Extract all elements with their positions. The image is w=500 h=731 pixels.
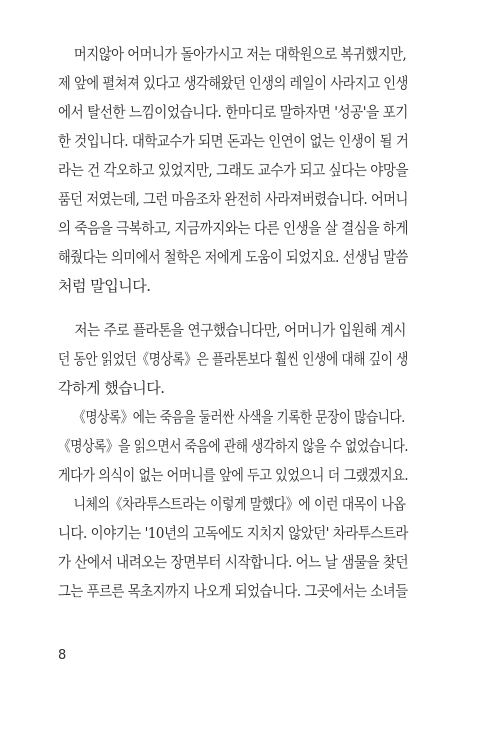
text-line: 《명상록》을 읽으면서 죽음에 관해 생각하지 않을 수 없었습니다.: [58, 437, 408, 455]
page-number: 8: [58, 648, 67, 663]
text-line: 처럼 말입니다.: [58, 277, 151, 295]
text-line: 라는 건 각오하고 있었지만, 그래도 교수가 되고 싶다는 야망을: [58, 161, 409, 179]
text-line: 저는 주로 플라톤을 연구했습니다만, 어머니가 입원해 계시: [74, 321, 407, 339]
text-line: 에서 탈선한 느낌이었습니다. 한마디로 말하자면 '성공'을 포기: [58, 103, 408, 121]
text-line: 가 산에서 내려오는 장면부터 시작합니다. 어느 날 샘물을 찾던: [58, 553, 409, 571]
text-line: 해줬다는 의미에서 철학은 저에게 도움이 되었지요. 선생님 말씀: [58, 248, 408, 266]
text-line: 각하게 했습니다.: [58, 379, 165, 397]
paragraph-4: [58, 490, 408, 606]
text-line: 니다. 이야기는 '10년의 고독에도 지치지 않았던' 차라투스트라: [58, 524, 408, 542]
text-line: 니체의《차라투스트라는 이렇게 말했다》에 이런 대목이 나옵: [73, 495, 406, 513]
paragraph-3: [58, 403, 408, 490]
text-line: 그는 푸르른 목초지까지 나오게 되었습니다. 그곳에서는 소녀들: [58, 582, 408, 600]
paragraph-1: [58, 40, 408, 301]
text-line: 품던 저였는데, 그런 마음조차 완전히 사라져버렸습니다. 어머니: [58, 190, 408, 208]
text-line: 게다가 의식이 없는 어머니를 앞에 두고 있었으니 더 그랬겠지요.: [58, 466, 409, 484]
text-line: 한 것입니다. 대학교수가 되면 돈과는 인연이 없는 인생이 될 거: [58, 132, 409, 150]
text-line: 머지않아 어머니가 돌아가시고 저는 대학원으로 복귀했지만,: [73, 45, 407, 63]
text-line: 던 동안 읽었던《명상록》은 플라톤보다 훨씬 인생에 대해 깊이 생: [58, 350, 408, 368]
paragraph-2: [58, 316, 408, 403]
text-line: 《명상록》에는 죽음을 둘러싼 사색을 기록한 문장이 많습니다.: [73, 408, 405, 426]
text-line: 제 앞에 펼쳐져 있다고 생각해왔던 인생의 레일이 사라지고 인생: [58, 74, 408, 92]
text-line: 의 죽음을 극복하고, 지금까지와는 다른 인생을 살 결심을 하게: [58, 219, 409, 237]
